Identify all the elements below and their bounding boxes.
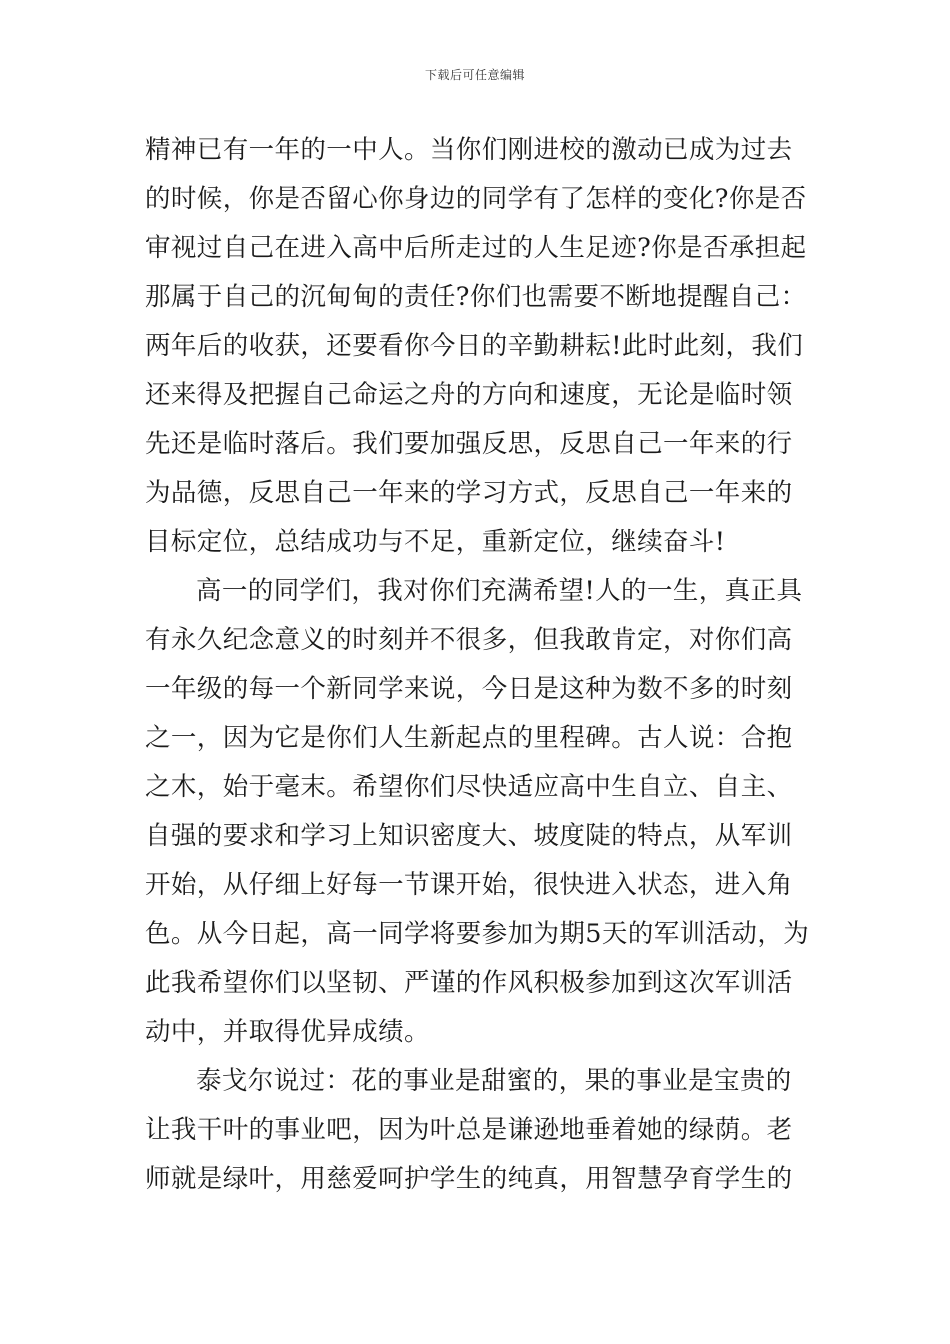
text-line: 精神已有一年的一中人。当你们刚进校的激动已成为过去 xyxy=(145,135,793,165)
page-header-note: 下载后可任意编辑 xyxy=(424,68,525,82)
text-line: 色。从今日起，高一同学将要参加为期5天的军训活动，为 xyxy=(145,919,810,949)
paragraph-start-line: 泰戈尔说过：花的事业是甜蜜的，果的事业是宝贵的 xyxy=(196,1066,792,1096)
text-line: 开始，从仔细上好每一节课开始，很快进入状态，进入角 xyxy=(145,870,793,900)
text-line: 目标定位，总结成功与不足，重新定位，继续奋斗! xyxy=(145,527,726,557)
text-line: 有永久纪念意义的时刻并不很多，但我敢肯定，对你们高 xyxy=(145,625,793,655)
text-line: 之一，因为它是你们人生新起点的里程碑。古人说：合抱 xyxy=(145,723,793,753)
text-line: 的时候，你是否留心你身边的同学有了怎样的变化?你是否 xyxy=(145,184,807,214)
text-line: 先还是临时落后。我们要加强反思，反思自己一年来的行 xyxy=(145,429,793,459)
text-line: 两年后的收获，还要看你今日的辛勤耕耘!此时此刻，我们 xyxy=(145,331,804,361)
text-line: 师就是绿叶，用慈爱呵护学生的纯真，用智慧孕育学生的 xyxy=(145,1164,793,1194)
text-line: 那属于自己的沉甸甸的责任?你们也需要不断地提醒自己： xyxy=(145,282,807,312)
text-line: 之木，始于毫末。希望你们尽快适应高中生自立、自主、 xyxy=(145,772,793,802)
text-line: 审视过自己在进入高中后所走过的人生足迹?你是否承担起 xyxy=(145,233,807,263)
paragraph-start-line: 高一的同学们，我对你们充满希望!人的一生，真正具 xyxy=(196,576,803,606)
text-line: 一年级的每一个新同学来说，今日是这种为数不多的时刻 xyxy=(145,674,793,704)
text-line: 还来得及把握自己命运之舟的方向和速度，无论是临时领 xyxy=(145,380,793,410)
text-line: 为品德，反思自己一年来的学习方式，反思自己一年来的 xyxy=(145,478,793,508)
text-line: 让我干叶的事业吧，因为叶总是谦逊地垂着她的绿荫。老 xyxy=(145,1115,793,1145)
document-body xyxy=(145,126,815,1204)
text-line: 自强的要求和学习上知识密度大、坡度陡的特点，从军训 xyxy=(145,821,793,851)
text-line: 此我希望你们以坚韧、严谨的作风积极参加到这次军训活 xyxy=(145,968,793,998)
text-line: 动中，并取得优异成绩。 xyxy=(145,1017,430,1047)
